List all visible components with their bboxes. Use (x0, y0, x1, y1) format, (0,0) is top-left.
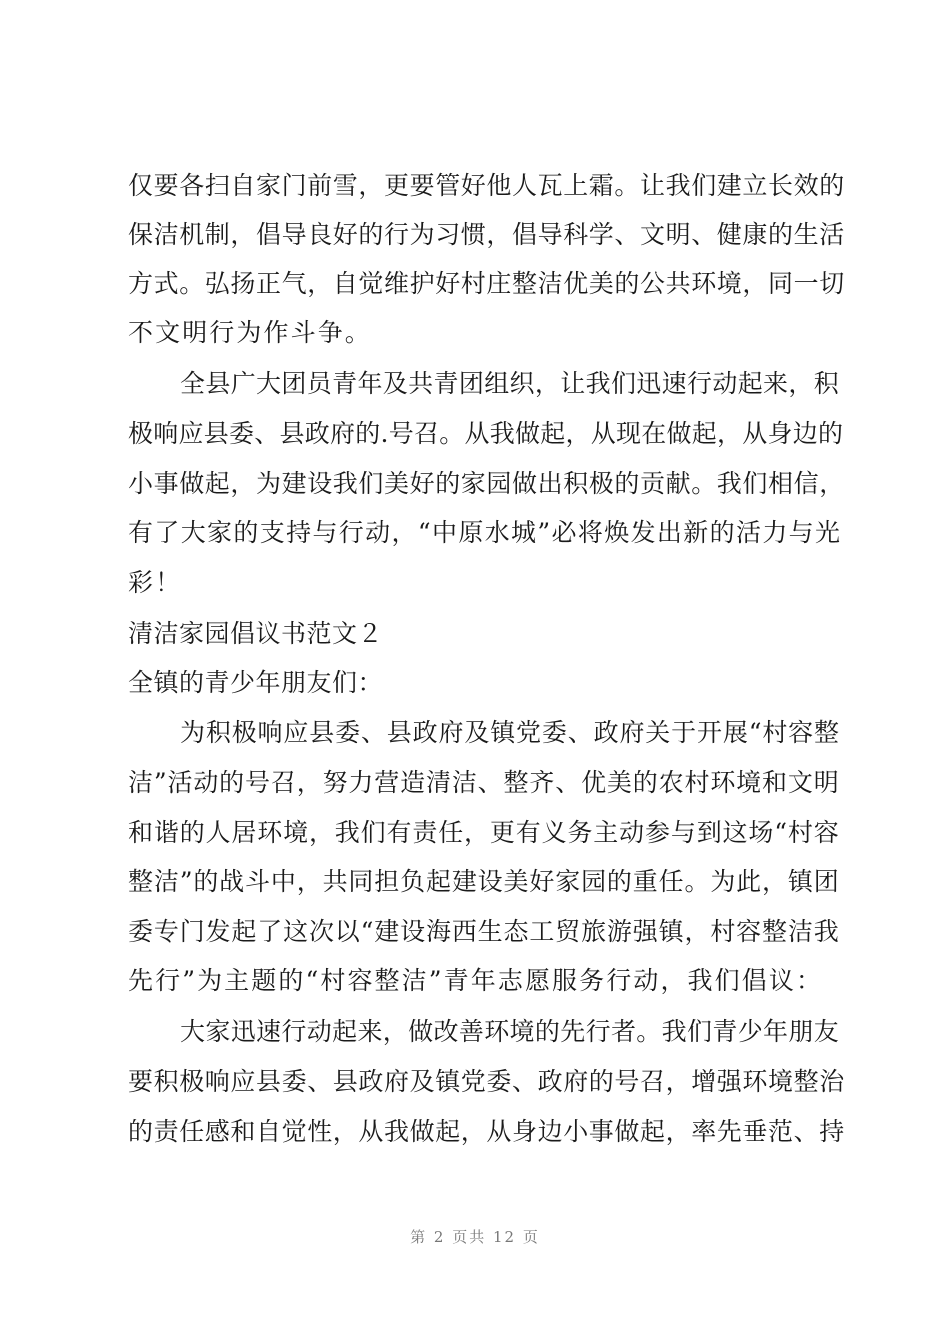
paragraph-3-line-2: 洁”活动的号召，努力营造清洁、整齐、优美的农村环境和文明 (128, 768, 840, 797)
section-heading: 清洁家园倡议书范文２ (128, 619, 384, 648)
paragraph-2-line-1: 全县广大团员青年及共青团组织，让我们迅速行动起来，积 (180, 369, 840, 398)
paragraph-4-line-3: 的责任感和自觉性，从我做起，从身边小事做起，率先垂范、持 (128, 1117, 845, 1146)
paragraph-3-line-4: 整洁”的战斗中，共同担负起建设美好家园的重任。为此，镇团 (128, 867, 840, 896)
paragraph-1-line-2: 保洁机制，倡导良好的行为习惯，倡导科学、文明、健康的生活 (128, 220, 845, 249)
paragraph-3-line-5: 委专门发起了这次以“建设海西生态工贸旅游强镇，村容整洁我 (128, 917, 840, 946)
paragraph-2-line-4: 有了大家的支持与行动，“中原水城”必将焕发出新的活力与光 (128, 518, 842, 547)
paragraph-2-line-2: 极响应县委、县政府的.号召。从我做起，从现在做起，从身边的 (128, 419, 844, 448)
paragraph-3-line-1: 为积极响应县委、县政府及镇党委、政府关于开展“村容整 (180, 718, 840, 747)
paragraph-1-line-1: 仅要各扫自家门前雪，更要管好他人瓦上霜。让我们建立长效的 (128, 171, 845, 200)
paragraph-2-line-5: 彩！ (128, 568, 183, 597)
paragraph-4-line-2: 要积极响应县委、县政府及镇党委、政府的号召，增强环境整治 (128, 1067, 845, 1096)
paragraph-4-line-1: 大家迅速行动起来，做改善环境的先行者。我们青少年朋友 (180, 1017, 840, 1046)
paragraph-3-line-6: 先行”为主题的“村容整洁”青年志愿服务行动，我们倡议： (128, 966, 824, 995)
page-number-footer: 第 2 页共 12 页 (410, 1228, 540, 1246)
paragraph-1-line-3: 方式。弘扬正气，自觉维护好村庄整洁优美的公共环境，同一切 (128, 269, 845, 298)
paragraph-3-line-3: 和谐的人居环境，我们有责任，更有义务主动参与到这场“村容 (128, 818, 840, 847)
paragraph-1-line-4: 不文明行为作斗争。 (128, 318, 372, 347)
paragraph-2-line-3: 小事做起，为建设我们美好的家园做出积极的贡献。我们相信， (128, 469, 845, 498)
salutation: 全镇的青少年朋友们： (128, 668, 384, 697)
